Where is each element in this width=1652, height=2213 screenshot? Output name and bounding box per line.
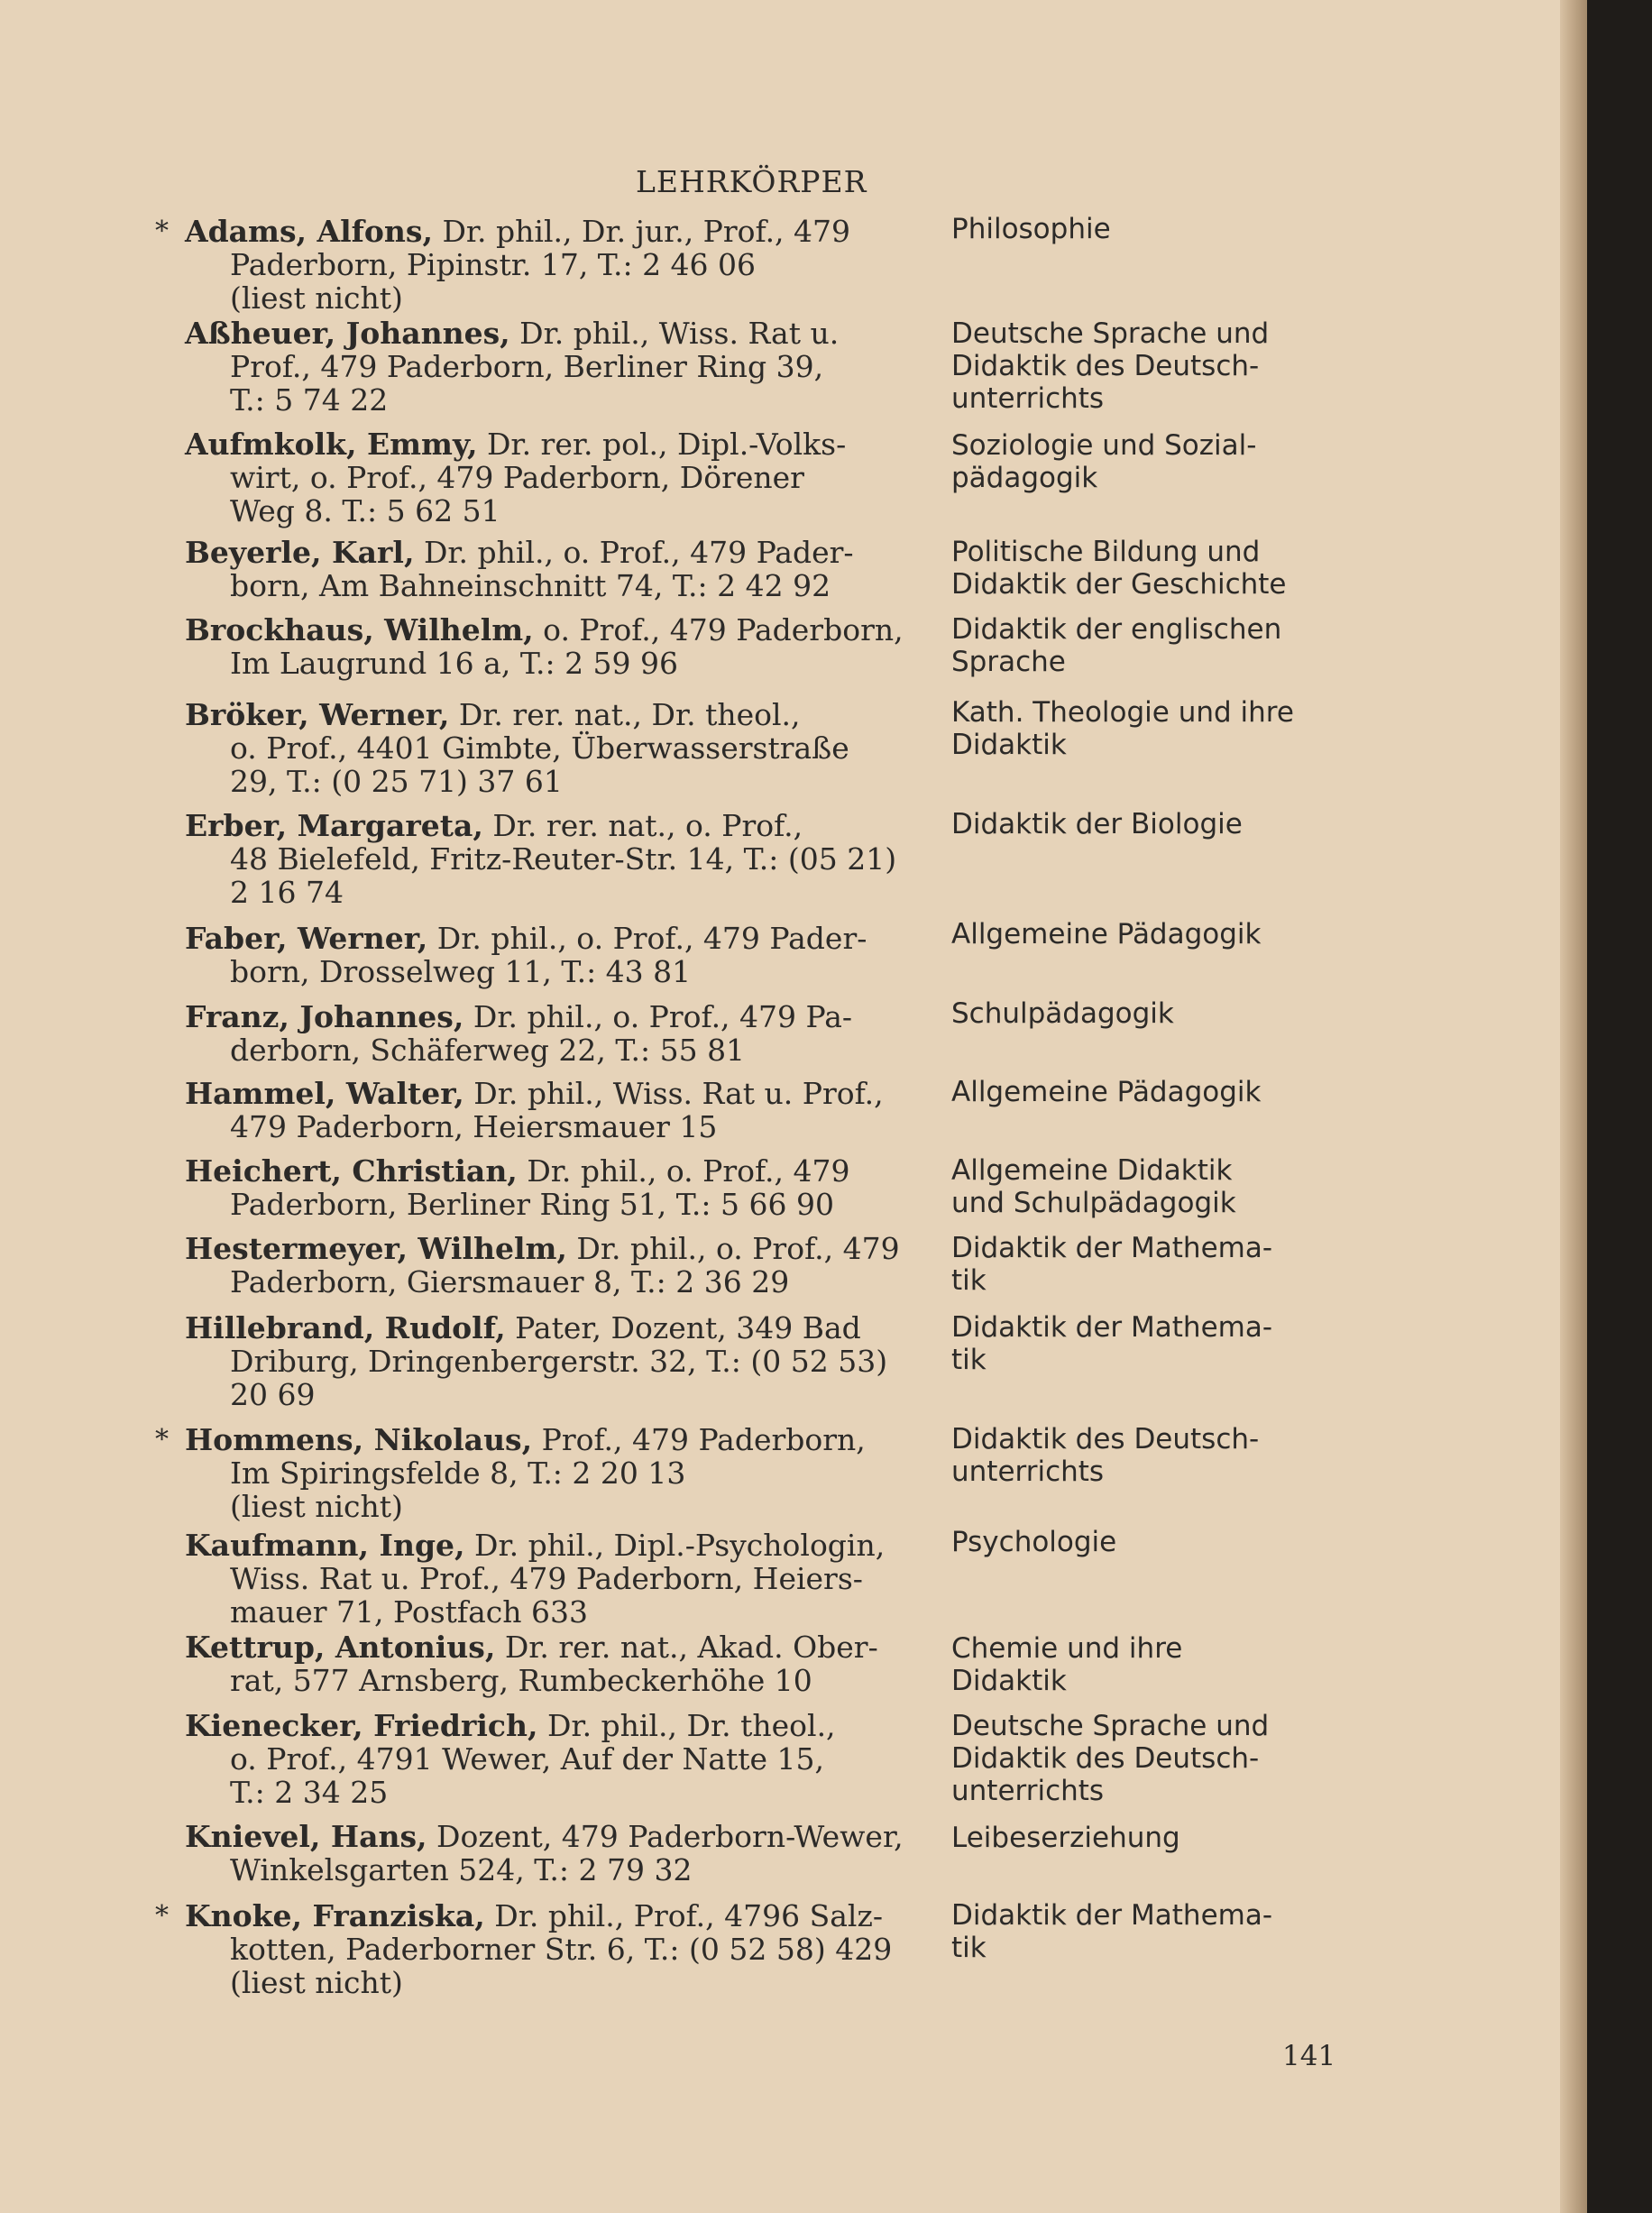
person-name: Hommens, Nikolaus,	[185, 1422, 533, 1457]
person-name: Kaufmann, Inge,	[185, 1528, 465, 1563]
person-details: Dr. phil., o. Prof., 479 Pader-	[436, 921, 867, 956]
subject-line: Soziologie und Sozial-	[951, 429, 1257, 462]
person-details: Dr. phil., o. Prof., 479	[576, 1231, 900, 1266]
person-name: Franz, Johannes,	[185, 999, 464, 1034]
subject-field	[951, 1232, 1339, 1297]
faculty-entry	[155, 1898, 906, 2000]
subject-field	[951, 613, 1339, 678]
person-details: Dr. phil., Dipl.-Psychologin,	[474, 1528, 886, 1563]
entry-continuation-line: (liest nicht)	[230, 1965, 403, 2000]
entry-continuation-line: 2 16 74	[230, 875, 344, 910]
entry-continuation-line: o. Prof., 4791 Wewer, Auf der Natte 15,	[230, 1741, 825, 1777]
entry-continuation-line: T.: 2 34 25	[230, 1775, 389, 1810]
entry-continuation-line: Driburg, Dringenbergerstr. 32, T.: (0 52 53)	[230, 1344, 888, 1379]
subject-field	[951, 213, 1339, 245]
person-name: Knievel, Hans,	[185, 1819, 427, 1854]
subject-line: Didaktik	[951, 1665, 1067, 1697]
subject-line: Chemie und ihre	[951, 1632, 1183, 1665]
subject-field	[951, 1526, 1339, 1558]
subject-field	[951, 1899, 1339, 1964]
subject-line: unterrichts	[951, 1775, 1105, 1807]
subject-line: Sprache	[951, 646, 1066, 678]
subject-field	[951, 429, 1339, 494]
person-name: Hestermeyer, Wilhelm,	[185, 1231, 567, 1266]
entry-first-line	[185, 1899, 906, 1933]
entry-continuation-line: born, Drosselweg 11, T.: 43 81	[230, 954, 692, 989]
entry-first-line	[185, 1154, 906, 1188]
subject-field	[951, 1822, 1339, 1854]
faculty-entry	[185, 536, 906, 602]
person-name: Adams, Alfons,	[185, 214, 433, 249]
subject-line: Didaktik der englischen	[951, 613, 1282, 646]
entry-first-line	[185, 922, 906, 955]
entry-continuation-line: mauer 71, Postfach 633	[230, 1594, 589, 1630]
person-name: Hammel, Walter,	[185, 1076, 464, 1111]
person-name: Kettrup, Antonius,	[185, 1630, 496, 1665]
entry-continuation-line: Weg 8. T.: 5 62 51	[230, 493, 500, 528]
subject-line: tik	[951, 1932, 987, 1964]
subject-line: Didaktik der Mathema-	[951, 1232, 1273, 1264]
entry-continuation-line: (liest nicht)	[230, 280, 403, 316]
person-details: Dr. phil., o. Prof., 479 Pader-	[423, 535, 854, 570]
faculty-entry	[185, 809, 906, 909]
subject-line: Schulpädagogik	[951, 997, 1174, 1030]
faculty-entry	[185, 1630, 906, 1697]
person-details: Dr. phil., Dr. jur., Prof., 479	[442, 214, 851, 249]
person-name: Heichert, Christian,	[185, 1153, 518, 1189]
person-details: Prof., 479 Paderborn,	[541, 1422, 866, 1457]
subject-line: Deutsche Sprache und	[951, 317, 1270, 350]
page-spine-edge	[1560, 0, 1587, 2213]
entry-continuation-line: Wiss. Rat u. Prof., 479 Paderborn, Heiers-	[230, 1561, 863, 1596]
subject-line: tik	[951, 1264, 987, 1297]
faculty-entry	[185, 1232, 906, 1299]
faculty-entry	[185, 613, 906, 680]
entry-continuation-line: o. Prof., 4401 Gimbte, Überwasserstraße	[230, 730, 849, 766]
person-name: Hillebrand, Rudolf,	[185, 1310, 506, 1345]
entry-first-line	[185, 1311, 906, 1345]
subject-line: unterrichts	[951, 382, 1105, 415]
entry-first-line	[185, 809, 906, 842]
subject-line: Didaktik der Mathema-	[951, 1311, 1273, 1344]
entry-first-line	[185, 215, 906, 248]
entry-first-line	[185, 613, 906, 647]
entry-continuation-line: (liest nicht)	[230, 1489, 403, 1524]
entry-first-line	[185, 1232, 906, 1265]
entry-first-line	[185, 1529, 906, 1562]
subject-field	[951, 317, 1339, 415]
entry-continuation-line: derborn, Schäferweg 22, T.: 55 81	[230, 1033, 746, 1068]
subject-line: Kath. Theologie und ihre	[951, 696, 1294, 729]
faculty-entry	[185, 1154, 906, 1221]
faculty-entry	[185, 1529, 906, 1629]
faculty-entry	[185, 1709, 906, 1809]
faculty-entry	[155, 214, 906, 316]
subject-line: Didaktik des Deutsch-	[951, 350, 1260, 382]
subject-line: Didaktik des Deutsch-	[951, 1423, 1260, 1455]
asterisk-marker: *	[155, 1424, 169, 1455]
subject-line: Didaktik des Deutsch-	[951, 1742, 1260, 1775]
entry-continuation-line: T.: 5 74 22	[230, 382, 389, 418]
person-details: Pater, Dozent, 349 Bad	[515, 1310, 861, 1345]
subject-field	[951, 1632, 1339, 1697]
subject-line: Allgemeine Didaktik	[951, 1154, 1233, 1187]
asterisk-marker: *	[155, 216, 169, 247]
entry-first-line	[185, 698, 906, 731]
subject-line: Deutsche Sprache und	[951, 1710, 1270, 1742]
faculty-entry	[185, 1311, 906, 1411]
entry-first-line	[185, 1820, 906, 1853]
person-name: Brockhaus, Wilhelm,	[185, 612, 534, 647]
entry-continuation-line: Prof., 479 Paderborn, Berliner Ring 39,	[230, 349, 824, 384]
person-details: Dr. phil., o. Prof., 479	[527, 1153, 850, 1189]
person-name: Kienecker, Friedrich,	[185, 1708, 538, 1743]
subject-line: Philosophie	[951, 213, 1111, 245]
entry-continuation-line: 479 Paderborn, Heiersmauer 15	[230, 1109, 718, 1144]
person-details: Dr. phil., Wiss. Rat u.	[519, 316, 840, 351]
subject-line: Psychologie	[951, 1526, 1117, 1558]
entry-continuation-line: wirt, o. Prof., 479 Paderborn, Dörener	[230, 460, 804, 495]
entry-first-line	[185, 427, 906, 461]
entry-continuation-line: 29, T.: (0 25 71) 37 61	[230, 764, 563, 799]
subject-field	[951, 1154, 1339, 1219]
subject-line: Didaktik der Mathema-	[951, 1899, 1273, 1932]
faculty-entry	[185, 922, 906, 988]
entry-continuation-line: rat, 577 Arnsberg, Rumbeckerhöhe 10	[230, 1663, 812, 1698]
subject-line: Allgemeine Pädagogik	[951, 918, 1262, 950]
person-details: o. Prof., 479 Paderborn,	[543, 612, 904, 647]
entry-continuation-line: Winkelsgarten 524, T.: 2 79 32	[230, 1852, 693, 1887]
entry-continuation-line: Paderborn, Berliner Ring 51, T.: 5 66 90	[230, 1187, 834, 1222]
entry-continuation-line: born, Am Bahneinschnitt 74, T.: 2 42 92	[230, 568, 831, 603]
person-details: Dr. rer. pol., Dipl.-Volks-	[486, 427, 847, 462]
faculty-entry	[185, 317, 906, 417]
faculty-entry	[185, 1077, 906, 1143]
entry-first-line	[185, 1077, 906, 1110]
subject-line: Didaktik der Biologie	[951, 808, 1243, 840]
entry-continuation-line: Im Spiringsfelde 8, T.: 2 20 13	[230, 1455, 686, 1491]
subject-line: Leibeserziehung	[951, 1822, 1180, 1854]
entry-continuation-line: Im Laugrund 16 a, T.: 2 59 96	[230, 646, 679, 681]
subject-line: tik	[951, 1344, 987, 1376]
subject-line: unterrichts	[951, 1455, 1105, 1488]
person-details: Dr. rer. nat., Dr. theol.,	[458, 697, 801, 732]
subject-line: Didaktik	[951, 729, 1067, 761]
subject-line: Politische Bildung und	[951, 536, 1261, 568]
person-details: Dozent, 479 Paderborn-Wewer,	[436, 1819, 904, 1854]
person-details: Dr. rer. nat., Akad. Ober-	[504, 1630, 878, 1665]
subject-line: Allgemeine Pädagogik	[951, 1076, 1262, 1108]
subject-field	[951, 1311, 1339, 1376]
person-name: Faber, Werner,	[185, 921, 428, 956]
background-shadow	[1587, 0, 1652, 2213]
page-number: 141	[1282, 2040, 1336, 2072]
entry-continuation-line: kotten, Paderborner Str. 6, T.: (0 52 58) 429	[230, 1932, 893, 1967]
subject-field	[951, 536, 1339, 601]
person-name: Knoke, Franziska,	[185, 1898, 485, 1933]
asterisk-marker: *	[155, 1900, 169, 1932]
entry-first-line	[185, 1000, 906, 1033]
subject-field	[951, 696, 1339, 761]
subject-field	[951, 997, 1339, 1030]
person-name: Bröker, Werner,	[185, 697, 450, 732]
entry-continuation-line: Paderborn, Giersmauer 8, T.: 2 36 29	[230, 1264, 790, 1299]
faculty-entry	[185, 1820, 906, 1887]
person-details: Dr. phil., Prof., 4796 Salz-	[494, 1898, 883, 1933]
faculty-entry	[155, 1422, 906, 1524]
person-details: Dr. phil., Dr. theol.,	[546, 1708, 836, 1743]
subject-field	[951, 1423, 1339, 1488]
page-title: LEHRKÖRPER	[636, 164, 867, 199]
entry-first-line	[185, 536, 906, 569]
subject-line: pädagogik	[951, 462, 1098, 494]
person-details: Dr. rer. nat., o. Prof.,	[492, 808, 803, 843]
faculty-entry	[185, 427, 906, 528]
person-name: Aufmkolk, Emmy,	[185, 427, 478, 462]
person-name: Aßheuer, Johannes,	[185, 316, 510, 351]
faculty-entry	[185, 1000, 906, 1067]
entry-first-line	[185, 1709, 906, 1742]
faculty-entry	[185, 698, 906, 798]
entry-continuation-line: 20 69	[230, 1377, 316, 1412]
person-details: Dr. phil., Wiss. Rat u. Prof.,	[473, 1076, 884, 1111]
person-name: Erber, Margareta,	[185, 808, 483, 843]
entry-first-line	[185, 1630, 906, 1664]
subject-line: Didaktik der Geschichte	[951, 568, 1287, 601]
subject-field	[951, 918, 1339, 950]
entry-continuation-line: 48 Bielefeld, Fritz-Reuter-Str. 14, T.: (05 21)	[230, 841, 897, 877]
subject-line: und Schulpädagogik	[951, 1187, 1236, 1219]
entry-first-line	[185, 1423, 906, 1456]
person-name: Beyerle, Karl,	[185, 535, 415, 570]
subject-field	[951, 1076, 1339, 1108]
entry-continuation-line: Paderborn, Pipinstr. 17, T.: 2 46 06	[230, 247, 757, 282]
subject-field	[951, 808, 1339, 840]
entry-first-line	[185, 317, 906, 350]
person-details: Dr. phil., o. Prof., 479 Pa-	[473, 999, 853, 1034]
subject-field	[951, 1710, 1339, 1807]
